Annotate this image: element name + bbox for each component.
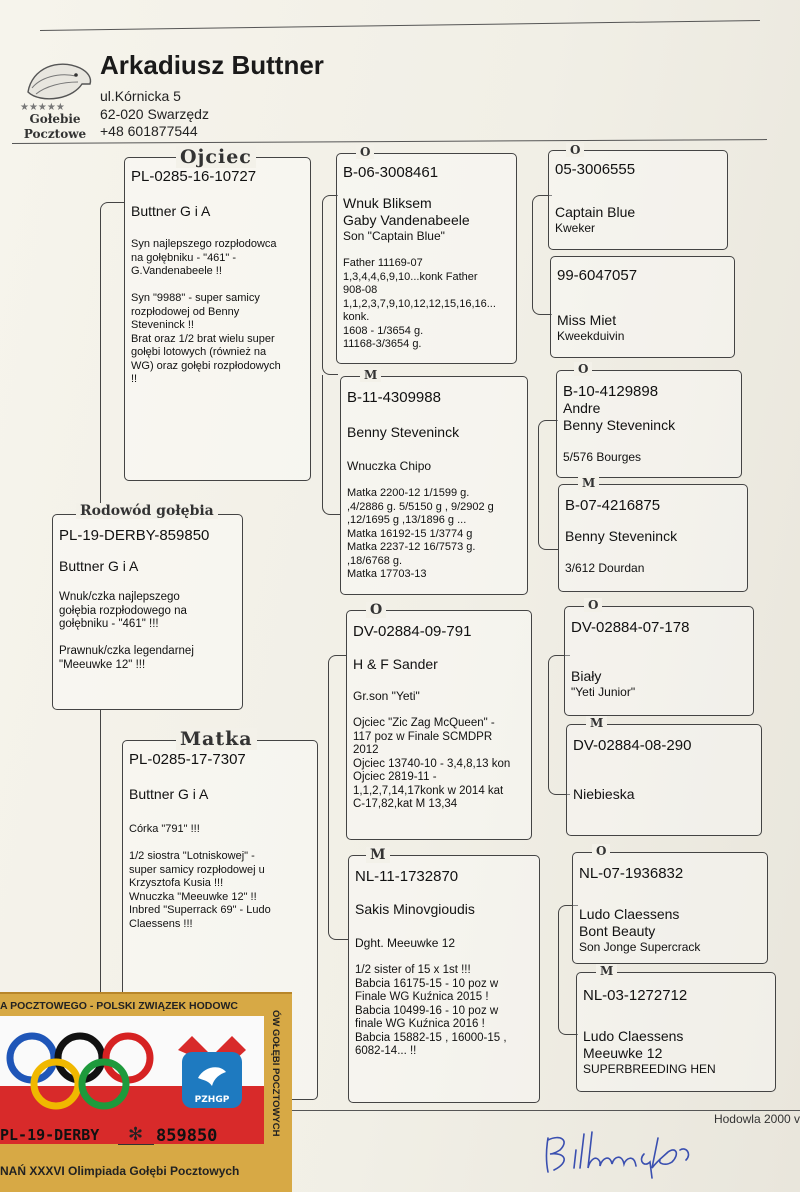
fmf-name1: Andre <box>563 400 601 416</box>
ffm-name1: Miss Miet <box>557 312 617 328</box>
subject-ring: PL-19-DERBY-859850 <box>59 527 210 544</box>
fmf-box <box>556 370 742 478</box>
breeder-name: Arkadiusz Buttner <box>100 50 324 80</box>
mm-ring: NL-11-1732870 <box>355 868 459 885</box>
svg-text:PZHGP: PZHGP <box>194 1095 230 1105</box>
connector-subject-mother <box>100 710 122 1000</box>
ff-notes: Father 11169-07 1,3,4,4,6,9,10...konk Father 908-08 1,1,2,3,7,9,10,12,12,15,16,16... konk. 1608 - 1/3654 g. 11168-3/3654 g. <box>343 257 496 350</box>
mmf-name1: Ludo Claessens <box>579 906 680 922</box>
footer-software-label: Hodowla 2000 v <box>713 1112 800 1126</box>
connector-subject-father <box>100 202 124 514</box>
pzhgp-emblem-icon <box>168 1028 256 1112</box>
header-top-line <box>40 20 760 31</box>
connector-mother-mf <box>328 655 346 850</box>
mmf-name2: Bont Beauty <box>579 923 656 939</box>
sticker-side-text: ÓW GOŁĘBI POCZTOWYCH <box>270 1010 281 1137</box>
fff-sub: Kweker <box>555 221 596 235</box>
mfm-tag: M <box>586 716 607 730</box>
subject-notes: Wnuk/czka najlepszego gołębia rozpłodowego na gołębniku - "461" !!! Prawnuk/czka legendarnej "Meeuwke 12" !!! <box>59 591 194 671</box>
mmm-ring: NL-03-1272712 <box>583 987 688 1004</box>
fmf-name2: Benny Steveninck <box>563 417 676 433</box>
father-owner: Buttner G i A <box>131 203 211 219</box>
subject-tag: Rodowód gołębia <box>76 503 218 519</box>
fm-sub: Wnuczka Chipo <box>347 459 432 473</box>
mf-sub: Gr.son "Yeti" <box>353 689 420 703</box>
mmm-name2: Meeuwke 12 <box>583 1045 663 1061</box>
mother-notes: Córka "791" !!! 1/2 siostra "Lotniskowej" - super samicy rozpłodowej u Krzysztofa Kusia !!! Wnuczka "Meeuwke 12" !! Inbred "Superrack 69" - Ludo Claessens !!! <box>129 823 271 930</box>
fm-name1: Benny Steveninck <box>347 424 460 440</box>
mff-ring: DV-02884-07-178 <box>571 619 690 636</box>
fm-notes: Matka 2200-12 1/1599 g. ,4/2886 g. 5/5150 g , 9/2902 g ,12/1695 g ,13/1896 g ... Matka 16192-15 1/3774 g Matka 2237-12 16/7573 g. ,18/6768 g. Matka 17703-13 <box>347 487 494 580</box>
svg-text:★★★★★: ★★★★★ <box>20 102 65 113</box>
ff-box <box>336 153 517 364</box>
mm-name1: Sakis Minovgioudis <box>355 901 475 917</box>
fm-tag: M <box>360 368 381 382</box>
ff-name2: Gaby Vandenabeele <box>343 212 470 228</box>
mm-notes: 1/2 sister of 15 x 1st !!! Babcia 16175-15 - 10 poz w Finale WG Kuźnica 2015 ! Babcia 10499-16 - 10 poz w finale WG Kuźnica 2016 ! Babcia 15882-15 , 16000-15 , 6082-14... !! <box>355 964 507 1057</box>
sticker-number: 859850 <box>156 1126 218 1146</box>
mf-tag: O <box>366 602 386 618</box>
fff-box <box>548 150 728 250</box>
ffm-box <box>550 256 735 358</box>
connector-father-fm <box>322 375 340 515</box>
mmf-sub: Son Jonge Supercrack <box>579 940 701 954</box>
ff-tag: O <box>356 145 374 159</box>
ff-ring: B-06-3008461 <box>343 164 439 181</box>
fmf-tag: O <box>574 362 592 376</box>
fmm-name1: Benny Steveninck <box>565 528 678 544</box>
mmm-name1: Ludo Claessens <box>583 1028 684 1044</box>
subject-owner: Buttner G i A <box>59 558 139 574</box>
mf-name1: H & F Sander <box>353 656 438 672</box>
fm-ring: B-11-4309988 <box>347 389 441 406</box>
logo-text: Gołebie Pocztowe <box>23 112 87 141</box>
mmf-ring: NL-07-1936832 <box>579 865 684 882</box>
sticker-ring-prefix: PL-19-DERBY <box>0 1126 100 1144</box>
mother-tag: Matka <box>176 728 257 750</box>
mmm-tag: M <box>596 964 617 978</box>
fmf-ring: B-10-4129898 <box>563 383 659 400</box>
father-tag: Ojciec <box>176 146 256 168</box>
mff-sub: "Yeti Junior" <box>571 685 636 699</box>
fff-name1: Captain Blue <box>555 204 636 220</box>
father-ring: PL-0285-16-10727 <box>131 168 257 185</box>
ffm-ring: 99-6047057 <box>557 267 638 284</box>
mm-box <box>348 855 540 1103</box>
breeder-phone: +48 601877544 <box>100 123 198 139</box>
subject-box <box>52 514 243 710</box>
breeder-city: 62-020 Swarzędz <box>100 106 209 122</box>
fmm-sub: 3/612 Dourdan <box>565 561 645 575</box>
fmm-box <box>558 484 748 592</box>
fff-ring: 05-3006555 <box>555 161 636 178</box>
mfm-name1: Niebieska <box>573 786 635 802</box>
mother-ring: PL-0285-17-7307 <box>129 751 246 768</box>
sticker-bottom-text: NAŃ XXXVI Olimpiada Gołębi Pocztowych <box>0 1164 240 1178</box>
ff-name1: Wnuk Bliksem <box>343 195 432 211</box>
mf-notes: Ojciec "Zic Zag McQueen" - 117 poz w Finale SCMDPR 2012 Ojciec 13740-10 - 3,4,8,13 kon Ojciec 2819-11 - 1,1,2,7,14,17konk w 2014 kat C-17,82,kat M 13,34 <box>353 717 511 810</box>
ring-sticker <box>0 992 292 1192</box>
ff-sub: Son "Captain Blue" <box>343 229 445 243</box>
mff-name1: Biały <box>571 668 602 684</box>
father-box <box>124 157 311 481</box>
connector-mother-mm <box>328 850 348 940</box>
fmm-ring: B-07-4216875 <box>565 497 661 514</box>
mmf-tag: O <box>592 844 610 858</box>
mff-box <box>564 606 754 716</box>
mf-box <box>346 610 532 840</box>
mmf-box <box>572 852 768 964</box>
mmm-box <box>576 972 776 1092</box>
footer-line <box>290 1110 800 1111</box>
mmm-sub: SUPERBREEDING HEN <box>583 1062 716 1076</box>
fm-box <box>340 376 528 595</box>
breeder-street: ul.Kórnicka 5 <box>100 88 181 104</box>
sticker-top-text: A POCZTOWEGO - POLSKI ZWIĄZEK HODOWC <box>0 1000 238 1012</box>
header-bottom-line <box>12 139 767 144</box>
mfm-ring: DV-02884-08-290 <box>573 737 692 754</box>
fmf-sub: 5/576 Bourges <box>563 450 642 464</box>
mff-tag: O <box>584 598 602 612</box>
olympic-rings-icon <box>4 1028 154 1120</box>
mother-owner: Buttner G i A <box>129 786 209 802</box>
fff-tag: O <box>566 143 584 157</box>
father-notes: Syn najlepszego rozpłodowca na gołębniku - "461" - G.Vandenabeele !! Syn "9988" - super samicy rozpłodowej od Benny Steveninck !! Brat oraz 1/2 brat wielu super gołębi lotowych (również na WG) oraz gołębi rozpłodowych !! <box>131 238 281 385</box>
mm-sub: Dght. Meeuwke 12 <box>355 936 456 950</box>
mfm-box <box>566 724 762 836</box>
sticker-asterisk-icon: ✻ <box>128 1124 144 1144</box>
ffm-sub: Kweekduivin <box>557 329 625 343</box>
mm-tag: M <box>366 847 390 863</box>
mf-ring: DV-02884-09-791 <box>353 623 472 640</box>
connector-fm-parents <box>538 420 558 550</box>
fmm-tag: M <box>578 476 599 490</box>
signature-icon <box>540 1120 710 1180</box>
